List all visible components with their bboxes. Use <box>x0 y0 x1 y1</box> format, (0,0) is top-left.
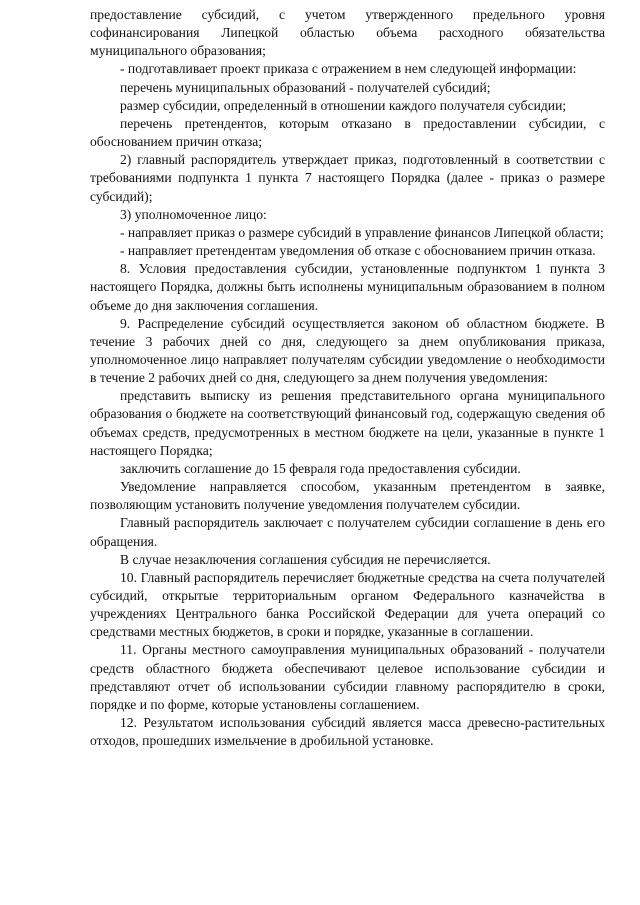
paragraph-send-refusals: - направляет претендентам уведомления об отказе с обоснованием причин отказа. <box>120 243 596 259</box>
paragraph-clause-11: 11. Органы местного самоуправления муниципальных образований - получатели средств областного бюджета обеспечивают целевое использование субсидии и представляют отчет об использовании субсидии главному распорядителю в сроки, порядке и по форме, которые установлены соглашением. <box>90 642 605 712</box>
paragraph-clause-12: 12. Результатом использования субсидий является масса древесно-растительных отходов, прошедших измельчение в дробильной установке. <box>90 715 605 749</box>
paragraph-notification-method: Уведомление направляется способом, указанным претендентом в заявке, позволяющим установить получение уведомления получателем субсидии. <box>90 479 605 513</box>
paragraph-subsidy-size: размер субсидии, определенный в отношении каждого получателя субсидии; <box>120 97 567 113</box>
paragraph-list-recipients: перечень муниципальных образований - получателей субсидий; <box>120 79 491 95</box>
paragraph-prepare-order: - подготавливает проект приказа с отражением в нем следующей информации: <box>120 61 577 77</box>
paragraph-clause-8: 8. Условия предоставления субсидии, установленные подпунктом 1 пункта 3 настоящего Порядка, должны быть исполнены муниципальным образованием в полном объеме до дня заключения соглашения. <box>90 261 605 313</box>
paragraph-conclude-agreement: заключить соглашение до 15 февраля года предоставления субсидии. <box>120 460 521 476</box>
paragraph-no-agreement: В случае незаключения соглашения субсидия не перечисляется. <box>120 551 491 567</box>
paragraph-send-order: - направляет приказ о размере субсидий в управление финансов Липецкой области; <box>120 224 604 240</box>
paragraph-agreement-day: Главный распорядитель заключает с получателем субсидии соглашение в день его обращения. <box>90 515 605 549</box>
paragraph-item-2: 2) главный распорядитель утверждает приказ, подготовленный в соответствии с требованиями подпункта 1 пункта 7 настоящего Порядка (далее - приказ о размере субсидий); <box>90 152 605 204</box>
paragraph-refused-applicants: перечень претендентов, которым отказано в предоставлении субсидии, с обоснованием причин отказа; <box>90 115 605 150</box>
paragraph-submit-extract: представить выписку из решения представительного органа муниципального образования о бюджете на соответствующий финансовый год, содержащую сведения об объемах средств, предусмотренных в местном бюджете на цели, указанные в пункте 1 настоящего Порядка; <box>90 388 605 458</box>
paragraph-continuation: предоставление субсидий, с учетом утвержденного предельного уровня софинансирования Липецкой областью объема расходного обязательства муниципального образования; <box>90 7 605 59</box>
paragraph-clause-10: 10. Главный распорядитель перечисляет бюджетные средства на счета получателей субсидий, открытые территориальным органом Федерального казначейства в учреждениях Центрального банка Российской Федерации для учета операций со средствами местных бюджетов, в сроки и порядке, указанные в соглашении. <box>90 569 605 640</box>
document-page <box>90 6 605 750</box>
paragraph-item-3: 3) уполномоченное лицо: <box>120 206 267 222</box>
paragraph-clause-9: 9. Распределение субсидий осуществляется законом об областном бюджете. В течение 3 рабочих дней со дня, следующего за днем опубликования приказа, уполномоченное лицо направляет получателям субсидии уведомление о необходимости в течение 2 рабочих дней со дня, следующего за днем получения уведомления: <box>90 315 605 386</box>
